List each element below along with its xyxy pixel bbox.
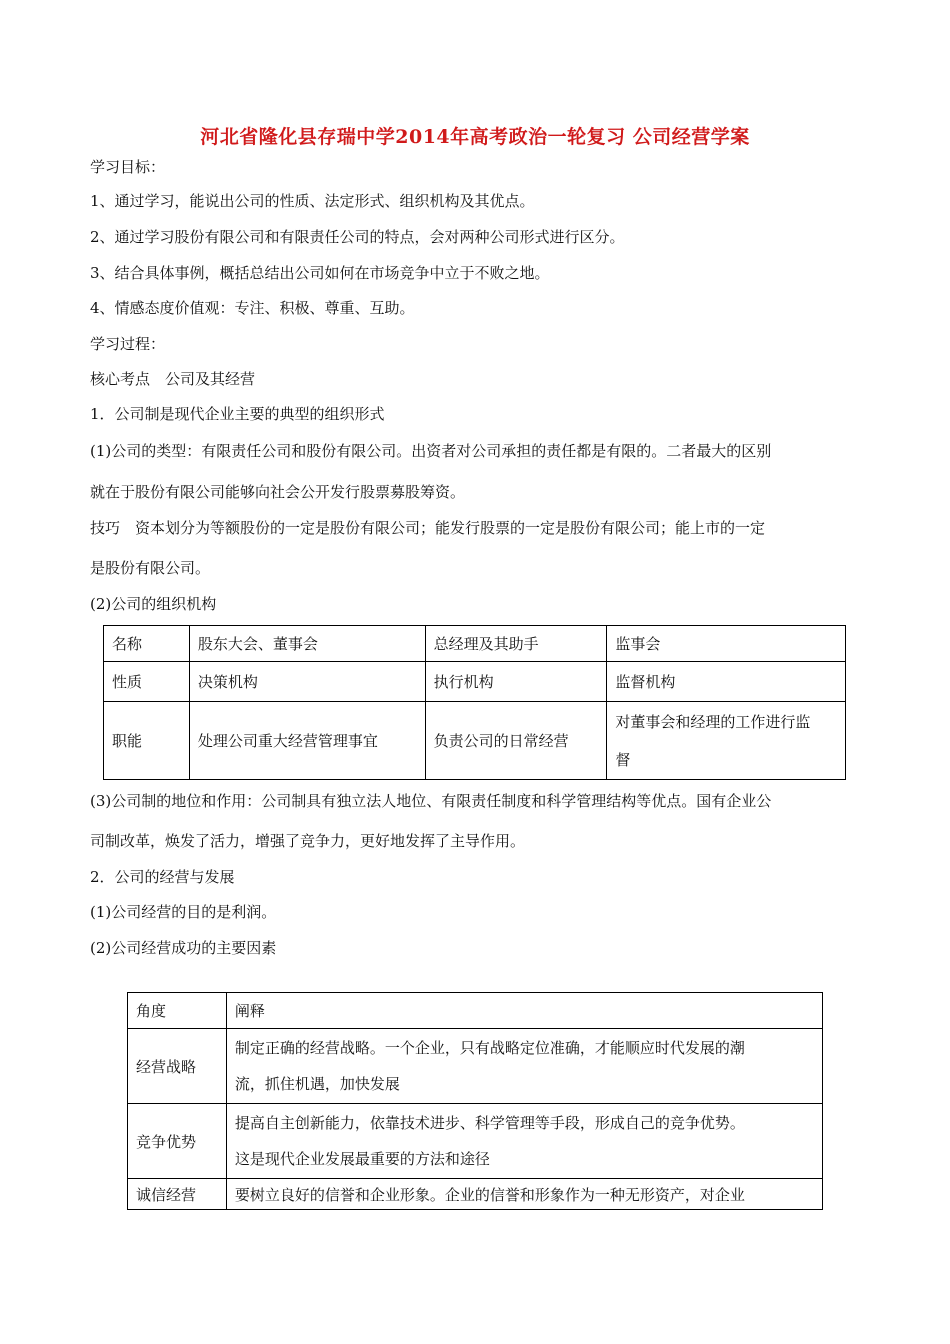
table-cell: 决策机构	[189, 662, 425, 702]
table-row	[128, 1104, 823, 1179]
table-row	[128, 1179, 823, 1210]
paragraph-line: 司制改革，焕发了活力，增强了竞争力，更好地发挥了主导作用。	[90, 832, 526, 850]
success-factors-table	[127, 992, 823, 1210]
paragraph-line: (1)公司的类型：有限责任公司和股份有限公司。出资者对公司承担的责任都是有限的。二者最大的区别	[90, 442, 772, 460]
table-row	[128, 993, 823, 1029]
table-cell: 名称	[104, 626, 190, 662]
paragraph-line: 是股份有限公司。	[90, 559, 211, 577]
table-cell: 阐释	[226, 993, 822, 1029]
cell-line: 制定正确的经营战略。一个企业，只有战略定位准确，才能顺应时代发展的潮	[234, 1039, 745, 1057]
table-cell: 总经理及其助手	[425, 626, 607, 662]
section1-heading: 1．公司制是现代企业主要的典型的组织形式	[90, 405, 385, 423]
table-cell: 监督机构	[607, 662, 846, 702]
table-cell: 竞争优势	[128, 1104, 227, 1179]
org-heading: (2)公司的组织机构	[90, 595, 217, 613]
table-cell	[607, 702, 846, 780]
objective-item: 4、情感态度价值观：专注、积极、尊重、互助。	[90, 299, 415, 317]
paragraph-line: 就在于股份有限公司能够向社会公开发行股票募股筹资。	[90, 483, 466, 501]
paragraph-line: 技巧 资本划分为等额股份的一定是股份有限公司；能发行股票的一定是股份有限公司；能上市的一定	[90, 519, 766, 537]
table-cell: 角度	[128, 993, 227, 1029]
table-cell: 股东大会、董事会	[189, 626, 425, 662]
table-cell: 监事会	[607, 626, 846, 662]
core-point: 核心考点 公司及其经营	[90, 370, 256, 388]
org-structure-table	[103, 625, 846, 780]
factors-heading: (2)公司经营成功的主要因素	[90, 939, 277, 957]
table-cell: 处理公司重大经营管理事宜	[189, 702, 425, 780]
table-row	[104, 702, 846, 780]
cell-line: 流，抓住机遇，加快发展	[234, 1075, 400, 1093]
table-row	[104, 662, 846, 702]
objectives-heading: 学习目标：	[90, 158, 166, 176]
process-heading: 学习过程：	[90, 335, 166, 353]
objective-item: 2、通过学习股份有限公司和有限责任公司的特点，会对两种公司形式进行区分。	[90, 228, 625, 246]
table-row	[128, 1029, 823, 1104]
table-cell	[226, 1029, 822, 1104]
table-cell: 职能	[104, 702, 190, 780]
section2-heading: 2．公司的经营与发展	[90, 868, 235, 886]
cell-line: 督	[615, 750, 631, 769]
objective-item: 3、结合具体事例，概括总结出公司如何在市场竞争中立于不败之地。	[90, 264, 550, 282]
document-title: 河北省隆化县存瑞中学2014年高考政治一轮复习 公司经营学案	[200, 126, 750, 148]
paragraph-line: (3)公司制的地位和作用：公司制具有独立法人地位、有限责任制度和科学管理结构等优点。国有企业公	[90, 792, 772, 810]
table-cell: 性质	[104, 662, 190, 702]
cell-line: 对董事会和经理的工作进行监	[615, 712, 811, 731]
table-cell: 负责公司的日常经营	[425, 702, 607, 780]
cell-line: 这是现代企业发展最重要的方法和途径	[234, 1150, 490, 1168]
table-cell: 诚信经营	[128, 1179, 227, 1210]
cell-line: 提高自主创新能力，依靠技术进步、科学管理等手段，形成自己的竞争优势。	[234, 1114, 745, 1132]
table-cell: 经营战略	[128, 1029, 227, 1104]
table-cell: 执行机构	[425, 662, 607, 702]
objective-item: 1、通过学习，能说出公司的性质、法定形式、组织机构及其优点。	[90, 192, 535, 210]
paragraph-line: (1)公司经营的目的是利润。	[90, 903, 277, 921]
table-row	[104, 626, 846, 662]
table-cell: 要树立良好的信誉和企业形象。企业的信誉和形象作为一种无形资产，对企业	[226, 1179, 822, 1210]
table-cell	[226, 1104, 822, 1179]
